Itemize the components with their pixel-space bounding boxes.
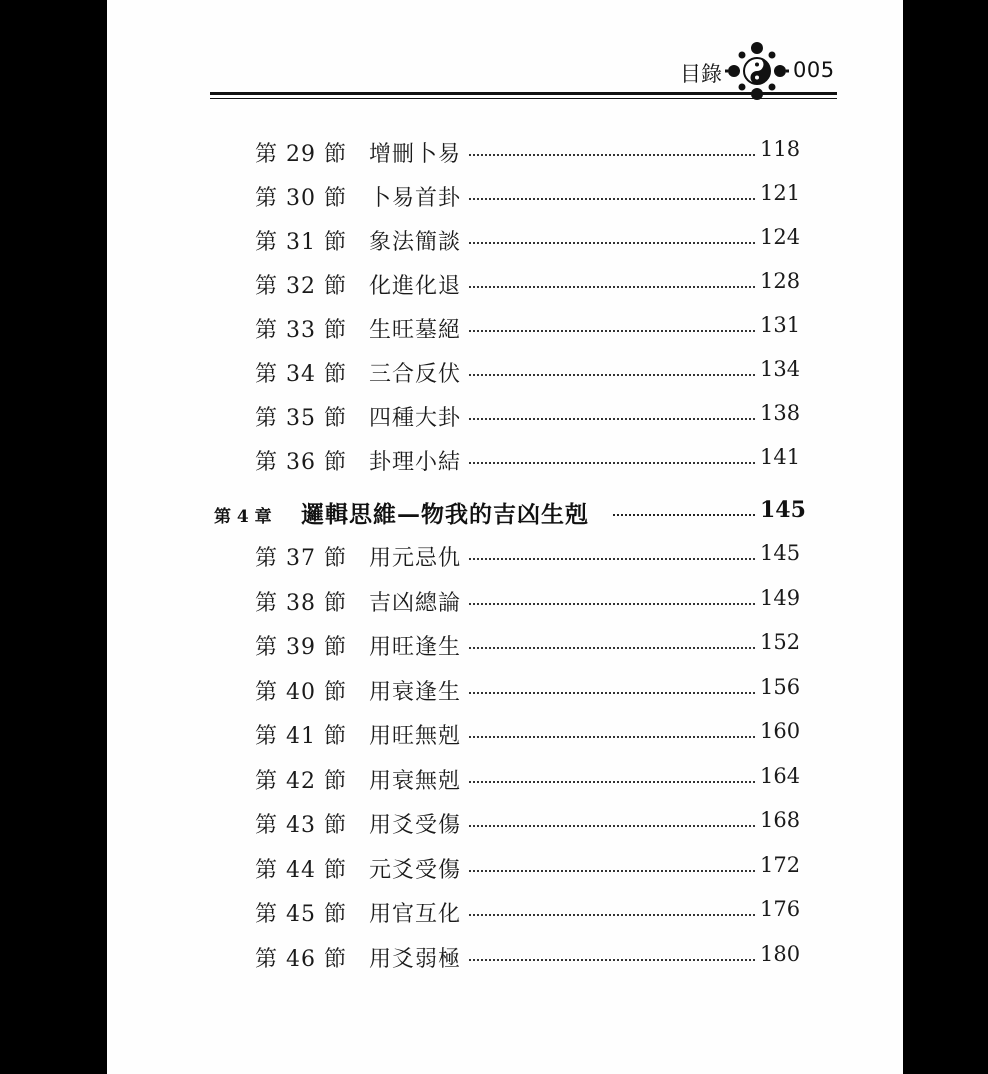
dot-leader (469, 374, 755, 376)
toc-entry[interactable] (107, 541, 903, 585)
section-page: 134 (760, 357, 801, 381)
section-number: 第 44 節 (255, 858, 347, 883)
section-title: 三合反伏 (369, 362, 462, 387)
section-title: 吉凶總論 (369, 591, 462, 616)
section-page: 138 (760, 401, 801, 425)
dot-leader (469, 870, 755, 872)
toc-entry[interactable] (107, 942, 903, 986)
dot-leader (469, 603, 755, 605)
toc-entry[interactable] (107, 719, 903, 763)
toc-entry[interactable] (107, 586, 903, 630)
book-page (107, 0, 903, 1074)
dot-leader (469, 198, 755, 200)
section-title: 卜易首卦 (369, 186, 462, 211)
section-number: 第 39 節 (255, 635, 347, 660)
section-number: 第 41 節 (255, 724, 347, 749)
section-title: 用爻弱極 (369, 947, 462, 972)
toc-entry[interactable] (107, 225, 903, 269)
toc-entry[interactable] (107, 675, 903, 719)
toc-entry[interactable] (107, 181, 903, 225)
chapter-number: 第 4 章 (214, 507, 272, 527)
section-number: 第 36 節 (255, 450, 347, 475)
section-number: 第 40 節 (255, 680, 347, 705)
toc-entry[interactable] (107, 357, 903, 401)
section-title: 生旺墓絕 (369, 318, 462, 343)
section-page: 180 (760, 942, 801, 966)
dot-leader (469, 558, 755, 560)
header-title: 目錄 (680, 62, 722, 86)
section-page: 156 (760, 675, 801, 699)
header-rule-thick (210, 92, 837, 95)
section-number: 第 29 節 (255, 142, 347, 167)
toc-entry[interactable] (107, 401, 903, 445)
section-number: 第 34 節 (255, 362, 347, 387)
dot-leader (469, 286, 755, 288)
section-title: 用元忌仇 (369, 546, 462, 571)
dot-leader (613, 514, 755, 516)
dot-leader (469, 154, 755, 156)
section-page: 164 (760, 764, 801, 788)
section-title: 元爻受傷 (369, 858, 462, 883)
toc-entry[interactable] (107, 897, 903, 941)
dot-leader (469, 914, 755, 916)
section-number: 第 38 節 (255, 591, 347, 616)
section-title: 用爻受傷 (369, 813, 462, 838)
section-page: 149 (760, 586, 801, 610)
page-header (107, 0, 903, 110)
section-number: 第 37 節 (255, 546, 347, 571)
dot-leader (469, 330, 755, 332)
section-number: 第 42 節 (255, 769, 347, 794)
toc-entry[interactable] (107, 269, 903, 313)
section-page: 172 (760, 853, 801, 877)
toc-entry[interactable] (107, 764, 903, 808)
section-number: 第 35 節 (255, 406, 347, 431)
section-page: 141 (760, 445, 801, 469)
section-page: 168 (760, 808, 801, 832)
section-title: 卦理小結 (369, 450, 462, 475)
section-number: 第 30 節 (255, 186, 347, 211)
section-page: 128 (760, 269, 801, 293)
toc-entry[interactable] (107, 630, 903, 674)
chapter-entry[interactable] (107, 496, 903, 540)
section-title: 用衰逢生 (369, 680, 462, 705)
section-page: 118 (760, 137, 801, 161)
section-title: 用旺無剋 (369, 724, 462, 749)
section-title: 用衰無剋 (369, 769, 462, 794)
toc-entry[interactable] (107, 808, 903, 852)
section-page: 145 (760, 541, 801, 565)
section-number: 第 31 節 (255, 230, 347, 255)
section-title: 化進化退 (369, 274, 462, 299)
dot-leader (469, 418, 755, 420)
section-number: 第 45 節 (255, 902, 347, 927)
dot-leader (469, 462, 755, 464)
section-number: 第 46 節 (255, 947, 347, 972)
header-page-number: 005 (793, 58, 835, 82)
section-page: 160 (760, 719, 801, 743)
section-title: 增刪卜易 (369, 142, 462, 167)
toc-entry[interactable] (107, 853, 903, 897)
section-number: 第 43 節 (255, 813, 347, 838)
section-page: 131 (760, 313, 801, 337)
section-page: 121 (760, 181, 801, 205)
section-page: 176 (760, 897, 801, 921)
dot-leader (469, 959, 755, 961)
chapter-title: 邏輯思維—物我的吉凶生剋 (301, 501, 589, 528)
section-title: 用旺逢生 (369, 635, 462, 660)
dot-leader (469, 781, 755, 783)
section-title: 象法簡談 (369, 230, 462, 255)
section-title: 用官互化 (369, 902, 462, 927)
dot-leader (469, 242, 755, 244)
dot-leader (469, 647, 755, 649)
section-number: 第 32 節 (255, 274, 347, 299)
section-number: 第 33 節 (255, 318, 347, 343)
section-title: 四種大卦 (369, 406, 462, 431)
chapter-page: 145 (760, 497, 806, 523)
section-page: 152 (760, 630, 801, 654)
toc-entry[interactable] (107, 313, 903, 357)
toc-entry[interactable] (107, 137, 903, 181)
dot-leader (469, 825, 755, 827)
header-rule-thin (210, 98, 837, 99)
section-page: 124 (760, 225, 801, 249)
toc-entry[interactable] (107, 445, 903, 489)
dot-leader (469, 736, 755, 738)
dot-leader (469, 692, 755, 694)
